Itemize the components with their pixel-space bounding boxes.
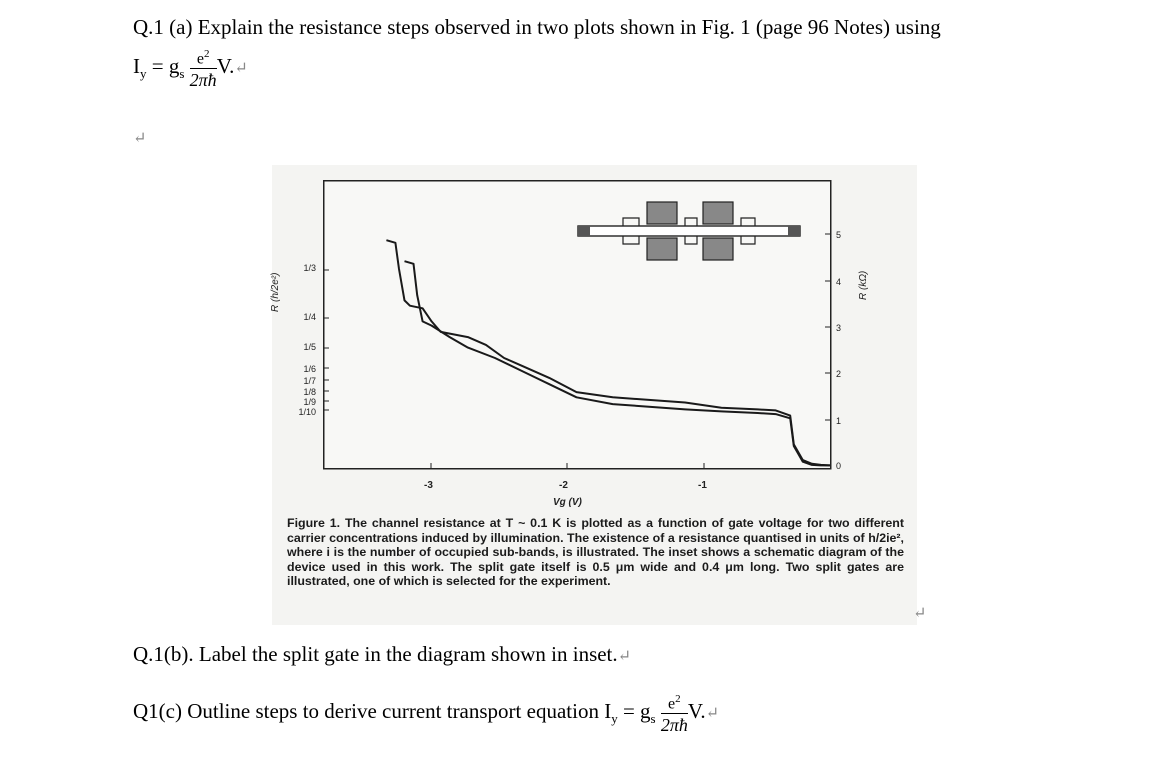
right-tick-label: 3 — [836, 323, 842, 333]
eq-fraction — [661, 690, 688, 736]
eq-num: e — [668, 695, 676, 713]
right-tick-label: 5 — [836, 230, 842, 240]
right-tick-label: 0 — [836, 461, 842, 471]
eq-lhs-sub: y — [140, 65, 147, 81]
x-tick-label: -2 — [559, 480, 568, 491]
eq-lhs: I — [604, 698, 612, 723]
eq-tail: V. — [687, 698, 706, 723]
left-tick-label: 1/9 — [303, 397, 316, 407]
eq-num-sup: 2 — [675, 693, 681, 705]
eq-lhs-sub: y — [611, 710, 618, 726]
right-tick-label: 1 — [836, 416, 842, 426]
x-axis-label: Vg (V) — [553, 497, 582, 508]
inset-contact-left — [578, 226, 590, 236]
left-tick-label: 1/3 — [303, 263, 316, 273]
left-tick-label: 1/4 — [303, 312, 316, 322]
eq-den: 2πħ — [660, 715, 688, 736]
question-1b-text — [133, 642, 631, 667]
return-mark-icon: ↵ — [913, 605, 927, 622]
return-mark-icon: ↵ — [234, 59, 248, 77]
question-1b-label: Q.1(b). Label the split gate in the diagram shown in inset. — [133, 642, 618, 666]
eq-den: 2πħ — [189, 70, 217, 91]
eq-num: e — [196, 50, 204, 68]
inset-gate-top-1 — [647, 202, 677, 224]
inset-channel — [578, 226, 800, 236]
return-mark-icon: ↵ — [133, 130, 147, 147]
question-1a-text: Q.1 (a) Explain the resistance steps observed in two plots shown in Fig. 1 (page 96 Notes) using — [133, 15, 941, 39]
y-axis-label-left: R (h/2e²) — [270, 272, 281, 312]
x-tick-label: -1 — [698, 480, 707, 491]
question-1c-label: Q1(c) Outline steps to derive current transport equation — [133, 698, 599, 723]
x-tick-label: -3 — [424, 480, 433, 491]
left-tick-label: 1/7 — [303, 376, 316, 386]
right-tick-label: 4 — [836, 277, 842, 287]
left-tick-label: 1/10 — [298, 407, 316, 417]
eq-mid: = g — [146, 53, 180, 78]
eq-fraction — [190, 45, 217, 91]
inset-gate-bottom-2 — [703, 238, 733, 260]
eq-mid: = g — [617, 698, 651, 723]
return-mark-icon: ↵ — [705, 704, 719, 722]
return-mark-icon: ↵ — [617, 648, 632, 665]
inset-gate-bottom-1 — [647, 238, 677, 260]
eq-tail: V. — [216, 53, 235, 78]
inset-gate-top-2 — [703, 202, 733, 224]
eq-mid-sub: s — [650, 710, 656, 726]
y-axis-label-right: R (kΩ) — [858, 270, 869, 300]
inset-contact-right — [788, 226, 800, 236]
left-tick-label: 1/6 — [303, 364, 316, 374]
eq-lhs: I — [133, 53, 140, 78]
figure-caption: Figure 1. The channel resistance at T ~ 0.1 K is plotted as a function of gate voltage for two different carrier concentrations induced by illumination. The existence of a resistance quantised in units of h/2ie², where i is the number of occupied sub-bands, is illustrated. The inset shows a schematic diagram of the device used in this work. The split gate itself is 0.5 μm wide and 0.4 μm long. Two split gates are illustrated, one of which is selected for the experiment. — [287, 516, 904, 589]
question-1c-text — [133, 690, 719, 736]
eq-num-sup: 2 — [203, 48, 210, 60]
right-tick-label: 2 — [836, 369, 842, 379]
left-tick-label: 1/5 — [303, 342, 316, 352]
left-tick-label: 1/8 — [303, 387, 316, 397]
resistance-plot — [323, 180, 833, 472]
eq-mid-sub: s — [179, 65, 185, 81]
question-1a-equation — [133, 45, 248, 91]
